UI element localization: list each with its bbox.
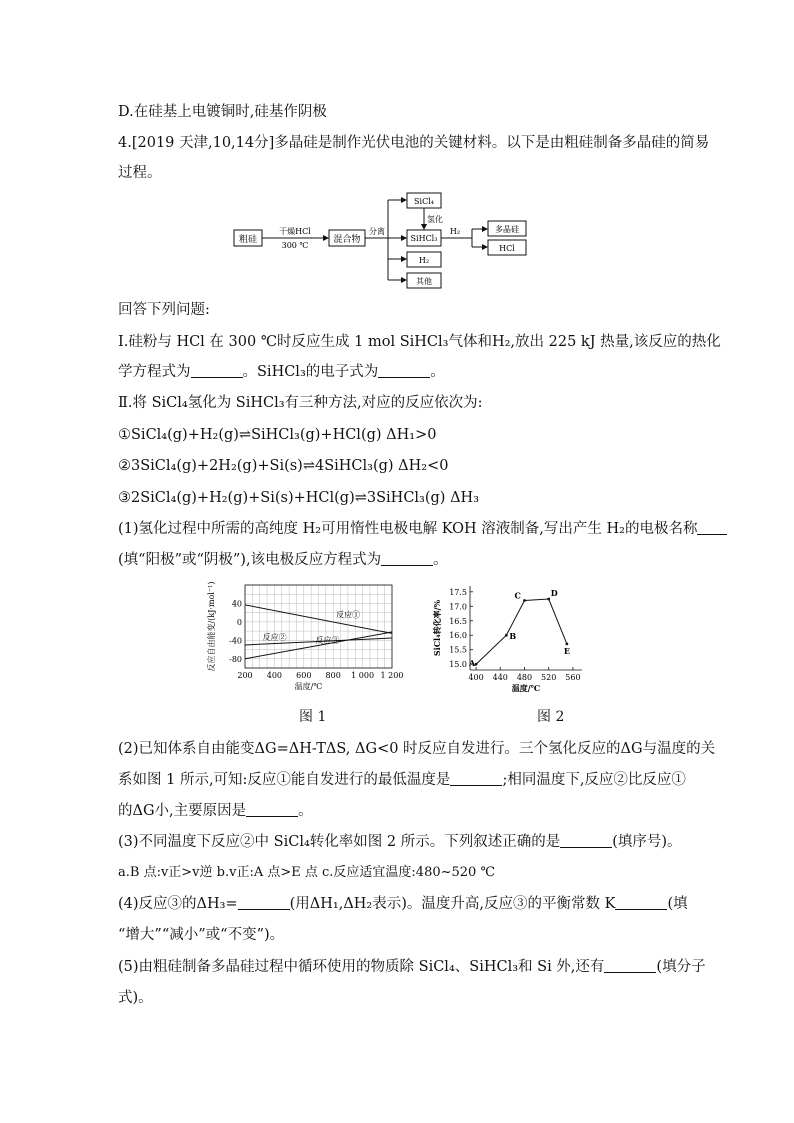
question-4-header: 4.[2019 天津,10,14分]多晶硅是制作光伏电池的关键材料。以下是由粗硅制备多晶硅的简易 [118,135,710,151]
point-label: D [550,588,558,599]
part-i-line2 [118,363,445,381]
data-point [565,643,568,646]
answer-blank[interactable] [381,551,433,566]
answer-blank[interactable] [604,958,656,973]
reaction-2: ②3SiCl₄(g)+2H₂(g)+Si(s)⇌4SiHCl₃(g) ΔH₂<0 [118,458,449,474]
x-axis-label: 温度/℃ [511,683,541,693]
flow-mixture: 混合物 [333,235,361,245]
part-3-line [118,833,682,851]
figure-1-caption: 图 1 [299,709,327,725]
part-2-text-e: 。 [298,803,313,819]
x-tick-label: 520 [541,673,557,682]
flow-h2: H₂ [418,256,430,265]
answer-blank[interactable] [246,802,298,817]
point-label: C [514,590,521,601]
part-1-text-c: 。 [433,552,448,568]
part-2-line3 [118,802,313,820]
y-tick-label: 17.5 [449,587,467,597]
x-tick-label: 1 200 [380,671,404,680]
y-axis-label: SiCl₄转化率/% [432,599,442,657]
figure-1-chart [205,580,415,695]
part-1-line1 [118,520,727,538]
x-tick-label: 600 [296,671,312,680]
point-label: E [563,645,570,656]
y-axis-label: 反应自由能变/(kJ·mol⁻¹) [207,581,216,672]
y-tick-label: 17.0 [449,602,467,612]
y-tick-label: 15.5 [449,645,467,655]
flow-hydrogenate: 氢化 [427,215,443,224]
part-3-options: a.B 点:v正>v逆 b.v正:A 点>E 点 c.反应适宜温度:480~520 ℃ [118,865,495,880]
part-2-line2 [118,771,686,789]
reaction-1: ①SiCl₄(g)+H₂(g)⇌SiHCl₃(g)+HCl(g) ΔH₁>0 [118,427,437,443]
part-1-text: (1)氢化过程中所需的高纯度 H₂可用惰性电极电解 KOH 溶液制备,写出产生 H₂的电极名称 [118,521,698,537]
point-label: A [469,658,476,669]
x-tick-label: 800 [325,671,341,680]
y-tick-label: 16.5 [449,616,467,626]
answer-blank[interactable] [378,363,430,378]
reaction-3: ③2SiCl₄(g)+H₂(g)+Si(s)+HCl(g)⇌3SiHCl₃(g) ΔH₃ [118,490,480,506]
answer-blank[interactable] [560,833,612,848]
y-tick-label: 40 [231,599,242,609]
flow-other: 其他 [416,277,432,286]
part-4-text-a: (4)反应③的ΔH₃= [118,896,238,912]
part-1-line2 [118,551,448,569]
series-label: 反应③ [315,635,340,645]
part-4-text-b: (用ΔH₁,ΔH₂表示)。温度升高,反应③的平衡常数 K [289,896,616,912]
x-tick-label: 1 000 [351,671,375,680]
flow-hcl: HCl [499,244,515,253]
part-ii-intro: Ⅱ.将 SiCl₄氢化为 SiHCl₃有三种方法,对应的反应依次为: [118,395,483,411]
part-4-line2: “增大”“减小”或“不变”)。 [118,927,285,943]
y-tick-label: 15.0 [449,660,467,670]
series-label: 反应② [262,633,287,643]
answer-prompt: 回答下列问题: [118,302,210,318]
figure-2-chart [432,580,597,695]
series-label: 反应① [336,610,361,620]
part-4-line1 [118,895,688,913]
x-tick-label: 440 [492,673,508,682]
process-flow-diagram [230,190,540,295]
part-4-text-c: (填 [667,896,688,912]
part-2-line1: (2)已知体系自由能变ΔG=ΔH-TΔS, ΔG<0 时反应自发进行。三个氢化反应的ΔG与温度的关 [118,741,716,757]
figure-2-caption: 图 2 [537,709,565,725]
data-point [523,599,526,602]
part-2-text-b: 系如图 1 所示,可知:反应①能自发进行的最低温度是 [118,772,451,788]
y-tick-label: -40 [229,636,242,646]
flow-sihcl3: SiHCl₃ [410,234,438,243]
part-5-line1 [118,958,706,976]
part-2-text-c: ;相同温度下,反应②比反应① [502,772,686,788]
part-i-text-b: 。SiHCl₃的电子式为 [242,364,379,380]
x-tick-label: 400 [266,671,283,680]
flow-sicl4: SiCl₄ [414,197,434,206]
flow-polysi: 多晶硅 [495,225,519,234]
x-tick-label: 560 [565,673,581,682]
answer-blank[interactable] [450,771,502,786]
part-3-text-b: (填序号)。 [612,834,682,850]
part-i-text-c: 。 [430,364,445,380]
conversion-line [476,599,567,664]
flow-temp: 300 ℃ [281,241,309,250]
option-d: D.在硅基上电镀铜时,硅基作阴极 [118,104,327,120]
part-i-text-a: 学方程式为 [118,364,191,380]
x-tick-label: 480 [516,673,533,682]
part-5-text-a: (5)由粗硅制备多晶硅过程中循环使用的物质除 SiCl₄、SiHCl₃和 Si 外,还有 [118,959,605,975]
part-1-text-b: (填“阳极”或“阴极”),该电极反应方程式为 [118,552,382,568]
part-5-text-b: (填分子 [656,959,706,975]
part-2-text-d: 的ΔG小,主要原因是 [118,803,247,819]
x-tick-label: 400 [468,673,484,682]
answer-blank[interactable] [615,895,667,910]
x-axis-label: 温度/℃ [294,682,323,691]
answer-blank[interactable] [191,363,243,378]
y-tick-label: -80 [229,654,242,664]
flow-h2-arrow: H₂ [449,227,461,236]
data-point [505,634,508,637]
question-4-header-cont: 过程。 [118,165,162,181]
part-5-line2: 式)。 [118,990,153,1006]
answer-blank[interactable] [238,895,290,910]
answer-blank[interactable] [697,520,727,535]
flow-dry-hcl: 干燥HCl [279,227,311,236]
y-tick-label: 16.0 [449,631,467,641]
part-3-text: (3)不同温度下反应②中 SiCl₄转化率如图 2 所示。下列叙述正确的是 [118,834,561,850]
y-tick-label: 0 [236,617,242,627]
flow-crude-si: 粗硅 [238,235,258,245]
x-tick-label: 200 [237,671,253,680]
data-point [547,598,550,601]
flow-separate: 分离 [369,227,385,236]
part-i-line1: Ⅰ.硅粉与 HCl 在 300 ℃时反应生成 1 mol SiHCl₃气体和H₂,放出 225 kJ 热量,该反应的热化 [118,334,721,350]
point-label: B [509,631,517,642]
